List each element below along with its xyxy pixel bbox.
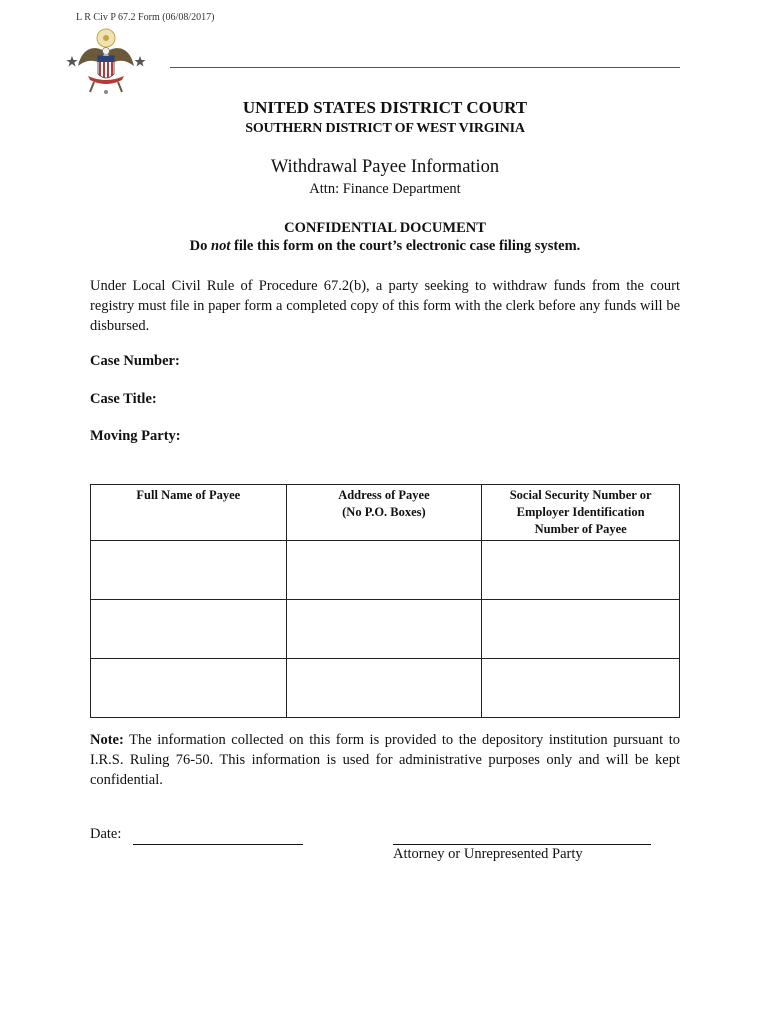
payee-name-cell[interactable] <box>91 541 287 600</box>
payee-ssn-cell[interactable] <box>482 659 680 718</box>
table-row <box>91 541 680 600</box>
header-ssn-line3: Number of Payee <box>534 522 627 536</box>
header-address-line1: Address of Payee <box>338 488 430 502</box>
note-paragraph <box>90 730 680 790</box>
payee-ssn-cell[interactable] <box>482 600 680 659</box>
note-text: The information collected on this form is provided to the depository institution pursuant to I.R.S. Ruling 76-50. This information is used for administrative purposes only and will be kept confidential. <box>90 732 680 788</box>
signature-label: Attorney or Unrepresented Party <box>393 846 583 862</box>
header-ssn-line2: Employer Identification <box>516 505 645 519</box>
court-name: UNITED STATES DISTRICT COURT <box>242 98 528 117</box>
payee-name-cell[interactable] <box>91 659 287 718</box>
date-label: Date: <box>90 826 122 842</box>
intro-paragraph: Under Local Civil Rule of Procedure 67.2(b), a party seeking to withdraw funds from the court registry must file in paper form a completed copy of this form with the clerk before any funds will be disbursed. <box>90 278 680 334</box>
header-ssn-ein <box>482 485 680 541</box>
filing-warning-prefix: Do <box>189 238 212 254</box>
court-seal-eagle-icon <box>64 26 148 98</box>
header-ssn-line1: Social Security Number or <box>509 488 652 502</box>
payee-address-cell[interactable] <box>286 600 482 659</box>
header-address-line2: (No P.O. Boxes) <box>342 505 426 519</box>
table-row <box>91 659 680 718</box>
payee-address-cell[interactable] <box>286 659 482 718</box>
document-title: Withdrawal Payee Information <box>270 157 500 177</box>
case-title-label: Case Title: <box>90 391 157 407</box>
header-rule <box>170 67 680 68</box>
form-identifier: L R Civ P 67.2 Form (06/08/2017) <box>76 12 215 23</box>
header-address <box>286 485 482 541</box>
table-row <box>91 600 680 659</box>
moving-party-label: Moving Party: <box>90 428 181 444</box>
attention-line: Attn: Finance Department <box>309 181 461 197</box>
filing-warning-suffix: file this form on the court’s electronic case filing system. <box>230 238 581 254</box>
confidential-heading: CONFIDENTIAL DOCUMENT <box>284 220 486 236</box>
header-full-name <box>91 485 287 541</box>
payee-table-header-row <box>91 485 680 541</box>
district-name: SOUTHERN DISTRICT OF WEST VIRGINIA <box>245 121 525 136</box>
case-number-label: Case Number: <box>90 353 180 369</box>
filing-warning-not: not <box>211 238 231 254</box>
payee-address-cell[interactable] <box>286 541 482 600</box>
payee-table <box>90 484 680 718</box>
header-full-name-text: Full Name of Payee <box>136 488 241 502</box>
signature-field[interactable] <box>393 844 651 845</box>
note-label: Note: <box>90 732 124 748</box>
filing-warning <box>0 238 770 255</box>
payee-name-cell[interactable] <box>91 600 287 659</box>
date-field[interactable] <box>133 844 303 845</box>
payee-ssn-cell[interactable] <box>482 541 680 600</box>
